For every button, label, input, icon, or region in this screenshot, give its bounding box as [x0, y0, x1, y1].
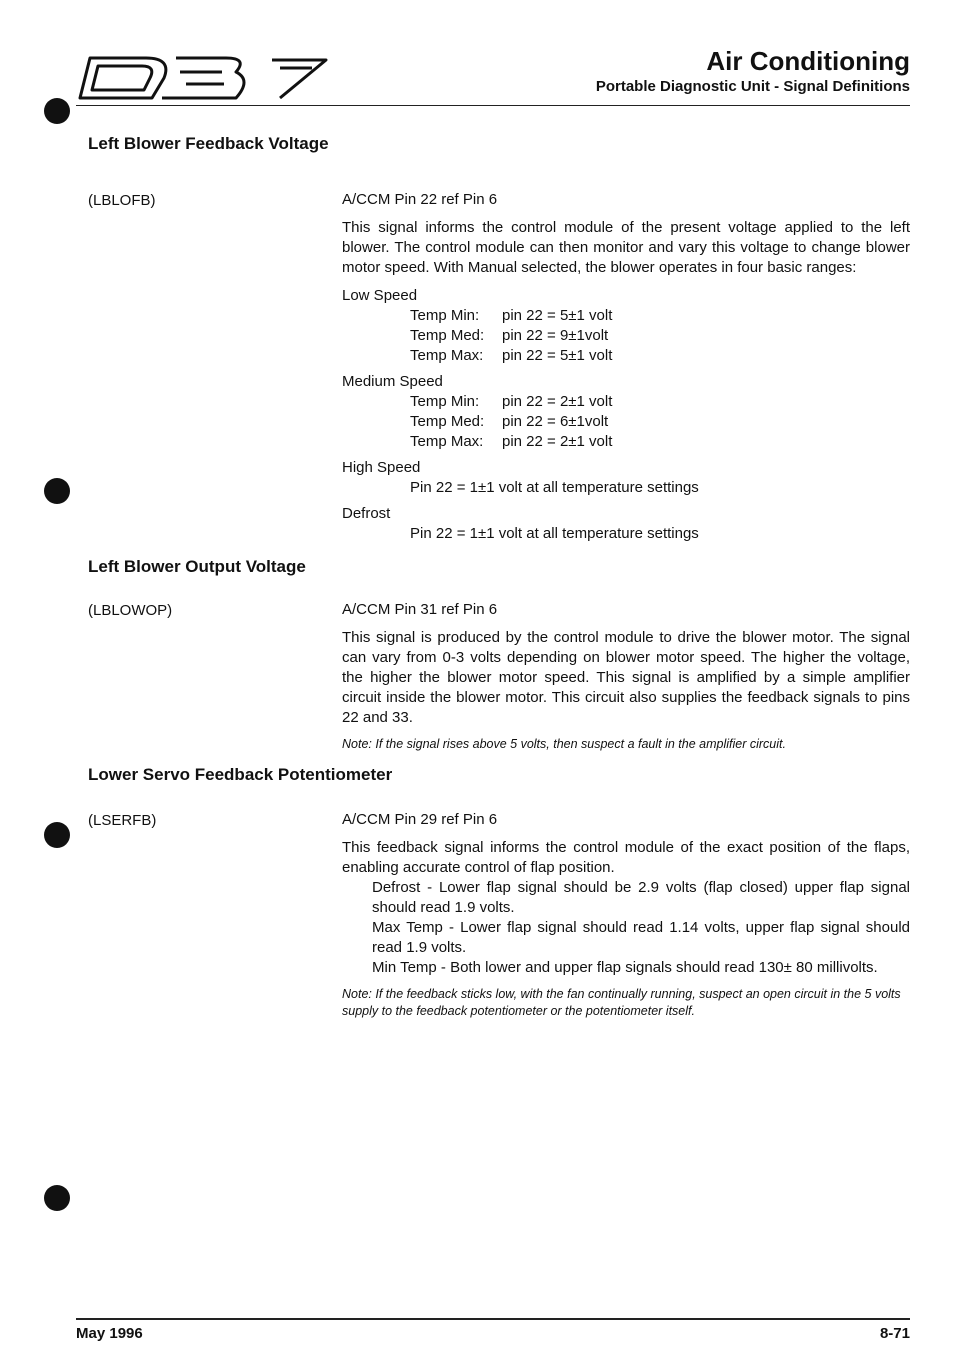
pin-reference: A/CCM Pin 31 ref Pin 6: [342, 601, 498, 618]
paragraph: This signal is produced by the control module to drive the blower motor. The signal can vary from 0-3 volts depending on blower motor speed. The higher the voltage, the higher the blower motor speed. This signal is amplified by a simple amplifier circuit inside the blower motor. This circuit also supplies the feedback signals to pins 22 and 33.: [342, 629, 910, 726]
row-value: pin 22 = 2±1 volt: [502, 433, 613, 450]
speed-group: [342, 286, 910, 366]
section-body: [342, 190, 910, 550]
row-value: pin 22 = 5±1 volt: [502, 347, 613, 364]
speed-group: [342, 458, 910, 498]
paragraph: This feedback signal informs the control module of the exact position of the flaps, enabling accurate control of flap position.: [342, 839, 910, 876]
row-label: Temp Med:: [410, 327, 485, 344]
note: Note: If the signal rises above 5 volts, then suspect a fault in the amplifier circuit.: [342, 737, 786, 751]
signal-abbr: (LBLOFB): [88, 192, 156, 209]
row-label: Temp Max:: [410, 433, 484, 450]
row-label: Temp Med:: [410, 413, 485, 430]
speed-row: [342, 392, 910, 412]
speed-name: Medium Speed: [342, 373, 443, 390]
row-value: pin 22 = 6±1volt: [502, 413, 609, 430]
footer-date: May 1996: [76, 1325, 143, 1342]
signal-abbr: (LBLOWOP): [88, 602, 173, 619]
paragraph: This signal informs the control module of the present voltage applied to the left blower. The control module can then monitor and vary this voltage to change blower motor speed. With Manual selected, the blower operates in four basic ranges:: [342, 219, 910, 276]
db7-logo: [76, 50, 376, 108]
section-body: [342, 810, 910, 1028]
row-value: pin 22 = 5±1 volt: [502, 307, 613, 324]
row-label: Temp Min:: [410, 307, 480, 324]
flap-item: Defrost - Lower flap signal should be 2.9 volts (flap closed) upper flap signal should read 1.9 volts.: [372, 879, 910, 916]
page-subtitle: Portable Diagnostic Unit - Signal Definitions: [595, 78, 910, 95]
section-heading: Left Blower Output Voltage: [88, 557, 306, 576]
speed-group: [342, 372, 910, 452]
speed-line: Pin 22 = 1±1 volt at all temperature settings: [410, 479, 699, 496]
speed-row: [342, 346, 910, 366]
speed-row: [342, 412, 910, 432]
speed-row: [342, 306, 910, 326]
page-title: Air Conditioning: [706, 46, 910, 76]
speed-name: Defrost: [342, 505, 391, 522]
note: Note: If the feedback sticks low, with the fan continually running, suspect an open circuit in the 5 volts supply to the feedback potentiometer or the potentiometer itself.: [342, 987, 901, 1018]
row-value: pin 22 = 9±1volt: [502, 327, 609, 344]
footer-rule: [76, 1318, 910, 1320]
speed-row: [342, 326, 910, 346]
speed-row: [342, 432, 910, 452]
row-label: Temp Min:: [410, 393, 480, 410]
page-number: 8-71: [879, 1325, 910, 1342]
header-rule: [76, 105, 910, 106]
signal-abbr: (LSERFB): [88, 812, 157, 829]
section-body: [342, 600, 910, 761]
row-value: pin 22 = 2±1 volt: [502, 393, 613, 410]
binder-hole: [44, 822, 70, 848]
binder-hole: [44, 1185, 70, 1211]
speed-line: Pin 22 = 1±1 volt at all temperature settings: [410, 525, 699, 542]
speed-group: [342, 504, 910, 544]
section-heading: Lower Servo Feedback Potentiometer: [88, 765, 393, 784]
section-heading: Left Blower Feedback Voltage: [88, 134, 329, 153]
pin-reference: A/CCM Pin 29 ref Pin 6: [342, 811, 498, 828]
pin-reference: A/CCM Pin 22 ref Pin 6: [342, 191, 498, 208]
flap-item: Min Temp - Both lower and upper flap signals should read 130± 80 millivolts.: [372, 959, 878, 976]
binder-hole: [44, 478, 70, 504]
row-label: Temp Max:: [410, 347, 484, 364]
binder-hole: [44, 98, 70, 124]
flap-item: Max Temp - Lower flap signal should read 1.14 volts, upper flap signal should read 1.9 volts.: [372, 919, 910, 956]
speed-name: Low Speed: [342, 287, 418, 304]
speed-name: High Speed: [342, 459, 421, 476]
